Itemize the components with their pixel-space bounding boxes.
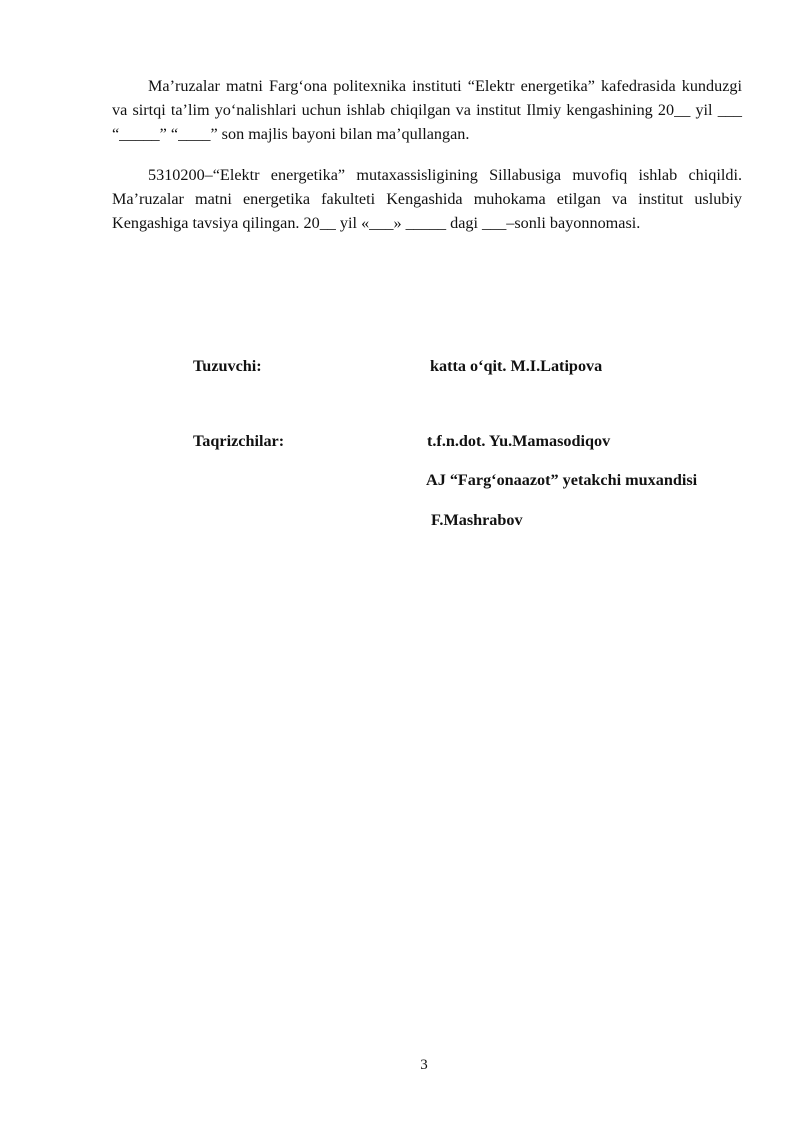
page-number: 3	[420, 1057, 428, 1073]
syllabus-paragraph: 5310200–“Elektr energetika” mutaxassisligining Sillabusiga muvofiq ishlab chiqildi. Ma’ruzalar matni energetika fakulteti Kengashida muhokama etilgan va institut uslubiy Kengashiga tavsiya qilingan. 20__ yil «___» _____ dagi ___–sonli bayonnomasi.	[112, 166, 742, 232]
compiler-name: katta o‘qit. M.I.Latipova	[430, 357, 603, 375]
reviewer-2-position: AJ “Farg‘onaazot” yetakchi muxandisi	[426, 471, 698, 489]
compiler-label: Tuzuvchi:	[193, 357, 262, 375]
approval-paragraph: Ma’ruzalar matni Farg‘ona politexnika instituti “Elektr energetika” kafedrasida kunduzgi va sirtqi ta’lim yo‘nalishlari uchun ishlab chiqilgan va institut Ilmiy kengashining 20__ yil ___ “_____” “____” son majlis bayoni bilan ma’qullangan.	[112, 77, 742, 143]
reviewer-1-name: t.f.n.dot. Yu.Mamasodiqov	[427, 432, 611, 450]
reviewer-2-name: F.Mashrabov	[431, 511, 523, 529]
reviewers-label: Taqrizchilar:	[193, 432, 285, 450]
